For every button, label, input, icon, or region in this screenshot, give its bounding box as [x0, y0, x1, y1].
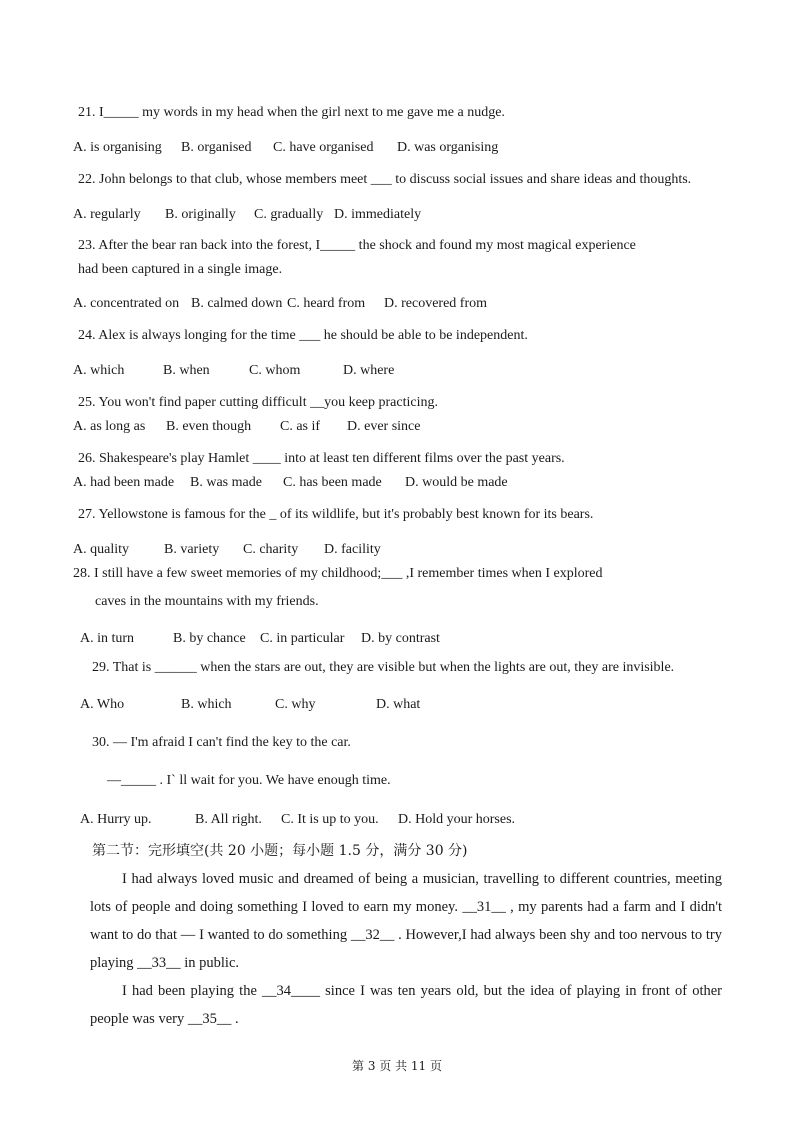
option[interactable]: B. All right. — [195, 812, 262, 827]
option[interactable]: C. It is up to you. — [281, 812, 379, 827]
option[interactable]: D. where — [343, 363, 395, 378]
question-stem: 22. John belongs to that club, whose members meet ___ to discuss social issues and share ideas and thoughts. — [78, 172, 692, 187]
question-stem-continued: had been captured in a single image. — [78, 262, 283, 277]
option[interactable]: B. when — [163, 363, 210, 378]
paragraph-2 — [90, 977, 722, 1033]
blank-34[interactable]: __34____ — [262, 983, 321, 999]
option[interactable]: B. even though — [166, 419, 252, 434]
cloze-passage — [90, 865, 722, 1033]
option[interactable]: D. Hold your horses. — [398, 812, 516, 827]
options-row — [73, 418, 420, 436]
option[interactable]: B. variety — [164, 542, 220, 557]
option[interactable]: C. why — [275, 697, 316, 712]
option[interactable]: A. in turn — [80, 631, 135, 646]
option[interactable]: A. Who — [80, 697, 125, 712]
options-row — [73, 474, 508, 492]
question-stem: 25. You won't find paper cutting difficult __you keep practicing. — [78, 395, 438, 410]
text: . — [231, 1011, 239, 1027]
blank-32[interactable]: __32__ — [350, 927, 395, 943]
options-row — [73, 541, 381, 559]
option[interactable]: A. Hurry up. — [80, 812, 152, 827]
option[interactable]: C. charity — [243, 542, 299, 557]
blank-35[interactable]: __35__ — [187, 1011, 232, 1027]
option[interactable]: C. as if — [280, 419, 321, 434]
option[interactable]: D. facility — [324, 542, 381, 557]
option[interactable]: A. quality — [73, 542, 129, 557]
options-row — [80, 811, 515, 829]
text: , my parents had a farm and I didn't want to do that — I wanted to do something — [90, 899, 722, 943]
text: I had always loved music and dreamed of being a musician, travelling to different countries, meeting lots of people and doing something I loved to earn my money. — [90, 871, 722, 915]
options-row — [80, 630, 440, 648]
question-stem: 21. I_____ my words in my head when the girl next to me gave me a nudge. — [78, 105, 505, 120]
option[interactable]: C. whom — [249, 363, 301, 378]
option[interactable]: D. would be made — [405, 475, 508, 490]
question-stem: 26. Shakespeare's play Hamlet ____ into at least ten different films over the past years. — [78, 451, 565, 466]
options-row — [80, 696, 420, 714]
section-title: 第二节：完形填空(共 20 小题；每小题 1.5 分，满分 30 分) — [92, 843, 468, 859]
question-stem: 30. — I'm afraid I can't find the key to the car. — [92, 735, 351, 750]
option[interactable]: A. which — [73, 363, 125, 378]
option[interactable]: C. heard from — [287, 296, 366, 311]
blank-31[interactable]: __31__ — [462, 899, 506, 915]
text: . However,I had always been shy and too nervous to try playing — [90, 927, 722, 971]
option[interactable]: D. recovered from — [384, 296, 488, 311]
option[interactable]: D. ever since — [347, 419, 421, 434]
option[interactable]: B. was made — [190, 475, 262, 490]
option[interactable]: A. regularly — [73, 207, 141, 222]
option[interactable]: D. what — [376, 697, 421, 712]
option[interactable]: A. is organising — [73, 140, 162, 155]
question-stem: 27. Yellowstone is famous for the _ of its wildlife, but it's probably best known for its bears. — [78, 507, 594, 522]
options-row — [73, 362, 394, 380]
paragraph-1 — [90, 865, 722, 977]
options-row — [73, 139, 498, 157]
option[interactable]: A. concentrated on — [73, 296, 180, 311]
blank-33[interactable]: __33__ — [137, 955, 181, 971]
option[interactable]: C. in particular — [260, 631, 345, 646]
option[interactable]: B. originally — [165, 207, 236, 222]
option[interactable]: D. immediately — [334, 207, 422, 222]
option[interactable]: D. was organising — [397, 140, 499, 155]
question-stem-continued: caves in the mountains with my friends. — [95, 594, 319, 609]
option[interactable]: C. has been made — [283, 475, 382, 490]
question-stem: 28. I still have a few sweet memories of my childhood;___ ,I remember times when I explored — [73, 566, 603, 581]
option[interactable]: A. had been made — [73, 475, 175, 490]
text: in public. — [180, 955, 240, 971]
option[interactable]: C. gradually — [254, 207, 324, 222]
question-stem: 24. Alex is always longing for the time ___ he should be able to be independent. — [78, 328, 528, 343]
option[interactable]: D. by contrast — [361, 631, 440, 646]
text: since I was ten years old, but the idea of playing in front of other people was very — [90, 983, 723, 1027]
option[interactable]: B. which — [181, 697, 232, 712]
page-number: 第 3 页 共 11 页 — [352, 1059, 442, 1073]
question-stem: 29. That is ______ when the stars are out, they are visible but when the lights are out, they are invisible. — [92, 660, 675, 675]
text: I had been playing the — [122, 983, 263, 999]
option[interactable]: B. calmed down — [191, 296, 283, 311]
question-stem: 23. After the bear ran back into the forest, I_____ the shock and found my most magical experience — [78, 238, 636, 253]
option[interactable]: A. as long as — [73, 419, 146, 434]
option[interactable]: C. have organised — [273, 140, 374, 155]
option[interactable]: B. organised — [181, 140, 252, 155]
options-row — [73, 295, 487, 313]
options-row — [73, 206, 421, 224]
question-stem-continued: —_____ . I` ll wait for you. We have enough time. — [107, 773, 391, 788]
option[interactable]: B. by chance — [173, 631, 246, 646]
